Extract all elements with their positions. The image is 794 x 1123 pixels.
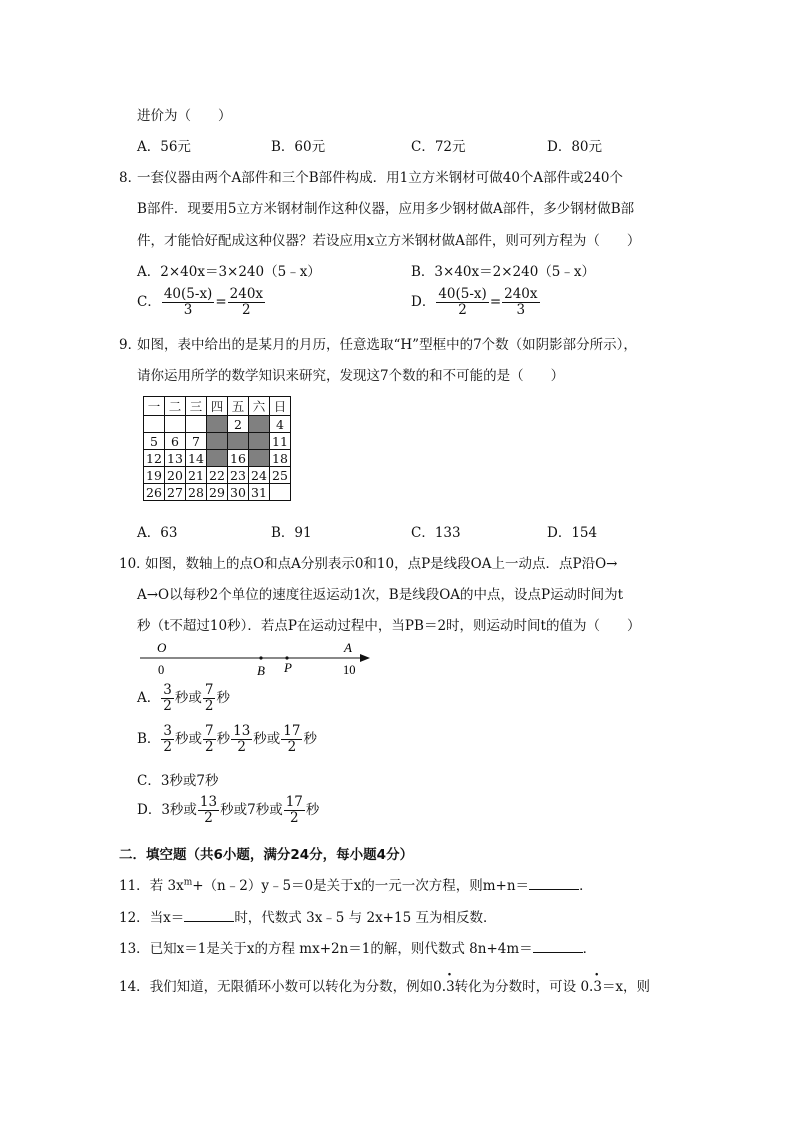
q10-option-d-label: D．3秒或 bbox=[137, 802, 197, 818]
q12 bbox=[119, 906, 496, 926]
q8-number: 8． bbox=[119, 170, 142, 186]
q14-post: ＝x，则 bbox=[601, 979, 651, 995]
calendar-cell-shaded bbox=[207, 433, 228, 450]
calendar-cell: 29 bbox=[207, 484, 228, 501]
calendar-header-cell: 六 bbox=[249, 397, 270, 416]
connector-text: 秒或 bbox=[175, 731, 203, 747]
calendar-row bbox=[144, 484, 291, 501]
number-line bbox=[140, 638, 380, 680]
calendar-cell: 12 bbox=[144, 450, 165, 467]
unit-text: 秒 bbox=[216, 731, 231, 747]
calendar-cell-shaded bbox=[228, 433, 249, 450]
q9-option-a: A．63 bbox=[137, 525, 178, 541]
q13-number: 13． bbox=[119, 941, 150, 957]
calendar-cell: 28 bbox=[186, 484, 207, 501]
calendar-cell-shaded bbox=[249, 433, 270, 450]
calendar-cell bbox=[165, 416, 186, 433]
q14-repeating-digit: · 3 bbox=[593, 979, 602, 995]
q7-option-b: B．60元 bbox=[271, 139, 326, 155]
calendar-row bbox=[144, 450, 291, 467]
q8-option-a: A．2×40x＝3×240（5﹣x） bbox=[137, 264, 321, 280]
q10-option-b bbox=[137, 724, 317, 755]
connector-text: 秒或 bbox=[174, 690, 202, 706]
calendar-cell: 19 bbox=[144, 467, 165, 484]
calendar-cell: 27 bbox=[165, 484, 186, 501]
label-b: B bbox=[257, 663, 265, 678]
calendar-cell: 20 bbox=[165, 467, 186, 484]
q12-post: 时，代数式 3x﹣5 与 2x+15 互为相反数． bbox=[234, 910, 497, 926]
calendar-cell: 30 bbox=[228, 484, 249, 501]
q8-c-fraction-right: $\frac{240x}{2}$ bbox=[229, 286, 264, 318]
calendar-cell: 11 bbox=[270, 433, 291, 450]
q12-answer-blank[interactable] bbox=[184, 909, 234, 922]
calendar-header-row bbox=[144, 397, 291, 416]
q11-post: +（n﹣2）y﹣5＝0是关于x的一元一次方程，则m+n＝ bbox=[192, 878, 530, 894]
fraction-7-2: $\frac{7}{2}$ bbox=[204, 682, 214, 714]
label-ten: 10 bbox=[343, 663, 356, 677]
q8-option-d bbox=[411, 287, 541, 318]
q9-line2: 请你运用所学的数学知识来研究，发现这7个数的和不可能的是（ ） bbox=[137, 368, 565, 384]
q13-pre: 已知x＝1是关于x的方程 mx+2n＝1的解，则代数式 8n+4m＝ bbox=[149, 941, 533, 957]
q8-option-d-label: D． bbox=[411, 294, 436, 310]
unit-text: 秒 bbox=[216, 690, 230, 706]
calendar-header-cell: 四 bbox=[207, 397, 228, 416]
q7-option-c: C．72元 bbox=[411, 139, 466, 155]
q10-option-a-label: A． bbox=[137, 690, 161, 706]
fraction-17-2: $\frac{17}{2}$ bbox=[283, 723, 301, 755]
q9-number: 9． bbox=[119, 337, 142, 353]
q8-option-c bbox=[137, 287, 266, 318]
calendar-row bbox=[144, 467, 291, 484]
number-line-arrow-icon bbox=[360, 654, 370, 662]
q14-repeating-digit: · 3 bbox=[446, 979, 455, 995]
q8-line2: B部件．现要用5立方米钢材制作这种仪器，应用多少钢材做A部件，多少钢材做B部 bbox=[137, 201, 635, 217]
fraction-13-2: $\frac{13}{2}$ bbox=[233, 723, 251, 755]
q7-option-d: D．80元 bbox=[547, 139, 603, 155]
q9-option-c: C．133 bbox=[411, 525, 461, 541]
calendar-row bbox=[144, 433, 291, 450]
q14-pre: 我们知道，无限循环小数可以转化为分数，例如0. bbox=[149, 979, 447, 995]
calendar-cell: 22 bbox=[207, 467, 228, 484]
calendar-cell: 21 bbox=[186, 467, 207, 484]
fraction-3-2: $\frac{3}{2}$ bbox=[163, 682, 172, 714]
q8-line3: 件，才能恰好配成这种仪器？若设应用x立方米钢材做A部件，则可列方程为（ ） bbox=[137, 233, 641, 249]
calendar-cell: 14 bbox=[186, 450, 207, 467]
calendar-cell-shaded bbox=[207, 450, 228, 467]
q9-line1: 如图，表中给出的是某月的月历，任意选取“H”型框中的7个数（如阴影部分所示）， bbox=[137, 337, 637, 353]
calendar-cell: 26 bbox=[144, 484, 165, 501]
q11-exponent: m bbox=[183, 877, 193, 888]
q10-line2: A→O以每秒2个单位的速度往返运动1次，B是线段OA的中点，设点P运动时间为t bbox=[137, 587, 624, 603]
unit-text: 秒 bbox=[303, 731, 317, 747]
calendar-cell: 18 bbox=[270, 450, 291, 467]
fraction-3-2: $\frac{3}{2}$ bbox=[163, 723, 173, 755]
q14-number: 14． bbox=[119, 979, 150, 995]
q9-option-d: D．154 bbox=[547, 525, 598, 541]
q8-d-fraction-left: $\frac{40(5-x)}{2}$ bbox=[438, 286, 487, 318]
calendar-row bbox=[144, 416, 291, 433]
q13-end: ． bbox=[582, 941, 597, 957]
q11-number: 11． bbox=[119, 878, 150, 894]
q8-d-fraction-right: $\frac{240x}{3}$ bbox=[504, 286, 538, 318]
q14-mid: 转化为分数时，可设 0. bbox=[454, 979, 594, 995]
q10-d-mid-text: 秒或7秒或 bbox=[220, 802, 283, 818]
calendar-cell-shaded bbox=[249, 450, 270, 467]
unit-text: 秒 bbox=[305, 802, 320, 818]
q8-option-c-label: C． bbox=[137, 294, 161, 310]
point-b-marker bbox=[259, 656, 262, 659]
calendar-cell: 25 bbox=[270, 467, 291, 484]
q13 bbox=[119, 937, 596, 957]
calendar-header-cell: 五 bbox=[228, 397, 249, 416]
calendar-cell bbox=[270, 484, 291, 501]
calendar-cell: 23 bbox=[228, 467, 249, 484]
q10-option-b-label: B． bbox=[137, 731, 161, 747]
calendar-cell bbox=[144, 416, 165, 433]
q8-line1: 一套仪器由两个A部件和三个B部件构成．用1立方米钢材可做40个A部件或240个 bbox=[137, 170, 623, 186]
q8-option-b: B．3×40x＝2×240（5﹣x） bbox=[411, 264, 595, 280]
connector-text: 秒或 bbox=[253, 731, 281, 747]
q8-c-equals: = bbox=[215, 294, 227, 310]
calendar-cell: 6 bbox=[165, 433, 186, 450]
q14 bbox=[119, 975, 650, 995]
label-o: O bbox=[157, 640, 167, 655]
q8-c-fraction-left: $\frac{40(5-x)}{3}$ bbox=[163, 286, 213, 318]
q10-line1: 如图，数轴上的点O和点A分别表示0和10，点P是线段OA上一动点．点P沿O→ bbox=[145, 556, 618, 572]
calendar-cell: 31 bbox=[249, 484, 270, 501]
q10-number: 10． bbox=[119, 556, 150, 572]
q7-option-a: A．56元 bbox=[137, 139, 191, 155]
calendar-cell-shaded bbox=[249, 416, 270, 433]
q11 bbox=[119, 874, 593, 894]
calendar-cell: 4 bbox=[270, 416, 291, 433]
q10-option-d bbox=[137, 795, 319, 826]
calendar-header-cell: 一 bbox=[144, 397, 165, 416]
q9-option-b: B．91 bbox=[271, 525, 312, 541]
calendar-cell-shaded bbox=[207, 416, 228, 433]
calendar-cell: 16 bbox=[228, 450, 249, 467]
label-zero: 0 bbox=[158, 663, 165, 677]
q10-line3: 秒（t不超过10秒）．若点P在运动过程中，当PB＝2时，则运动时间t的值为（ ） bbox=[137, 618, 641, 634]
fraction-17-2: $\frac{17}{2}$ bbox=[285, 794, 303, 826]
q8-d-equals: = bbox=[489, 294, 502, 310]
q7-tail: 进价为（ ） bbox=[137, 108, 232, 124]
calendar-cell: 7 bbox=[186, 433, 207, 450]
q12-pre: 当x＝ bbox=[149, 910, 185, 926]
calendar-cell: 5 bbox=[144, 433, 165, 450]
fraction-13-2: $\frac{13}{2}$ bbox=[199, 794, 218, 826]
label-p: P bbox=[284, 660, 292, 675]
calendar-header-cell: 三 bbox=[186, 397, 207, 416]
q11-answer-blank[interactable] bbox=[529, 877, 579, 890]
section-2-title: 二．填空题（共6小题，满分24分，每小题4分） bbox=[119, 847, 414, 863]
calendar-cell: 2 bbox=[228, 416, 249, 433]
calendar-cell: 13 bbox=[165, 450, 186, 467]
q13-answer-blank[interactable] bbox=[533, 940, 583, 953]
q11-end: ． bbox=[579, 878, 593, 894]
calendar-header-cell: 二 bbox=[165, 397, 186, 416]
fraction-7-2: $\frac{7}{2}$ bbox=[205, 723, 214, 755]
calendar-table bbox=[143, 396, 291, 501]
q10-option-a bbox=[137, 683, 230, 714]
calendar-cell bbox=[186, 416, 207, 433]
q11-pre: 若 3x bbox=[149, 878, 184, 894]
q10-option-c: C．3秒或7秒 bbox=[137, 773, 219, 789]
calendar-cell: 24 bbox=[249, 467, 270, 484]
label-a: A bbox=[344, 640, 352, 655]
q12-number: 12． bbox=[119, 910, 150, 926]
calendar-header-cell: 日 bbox=[270, 397, 291, 416]
